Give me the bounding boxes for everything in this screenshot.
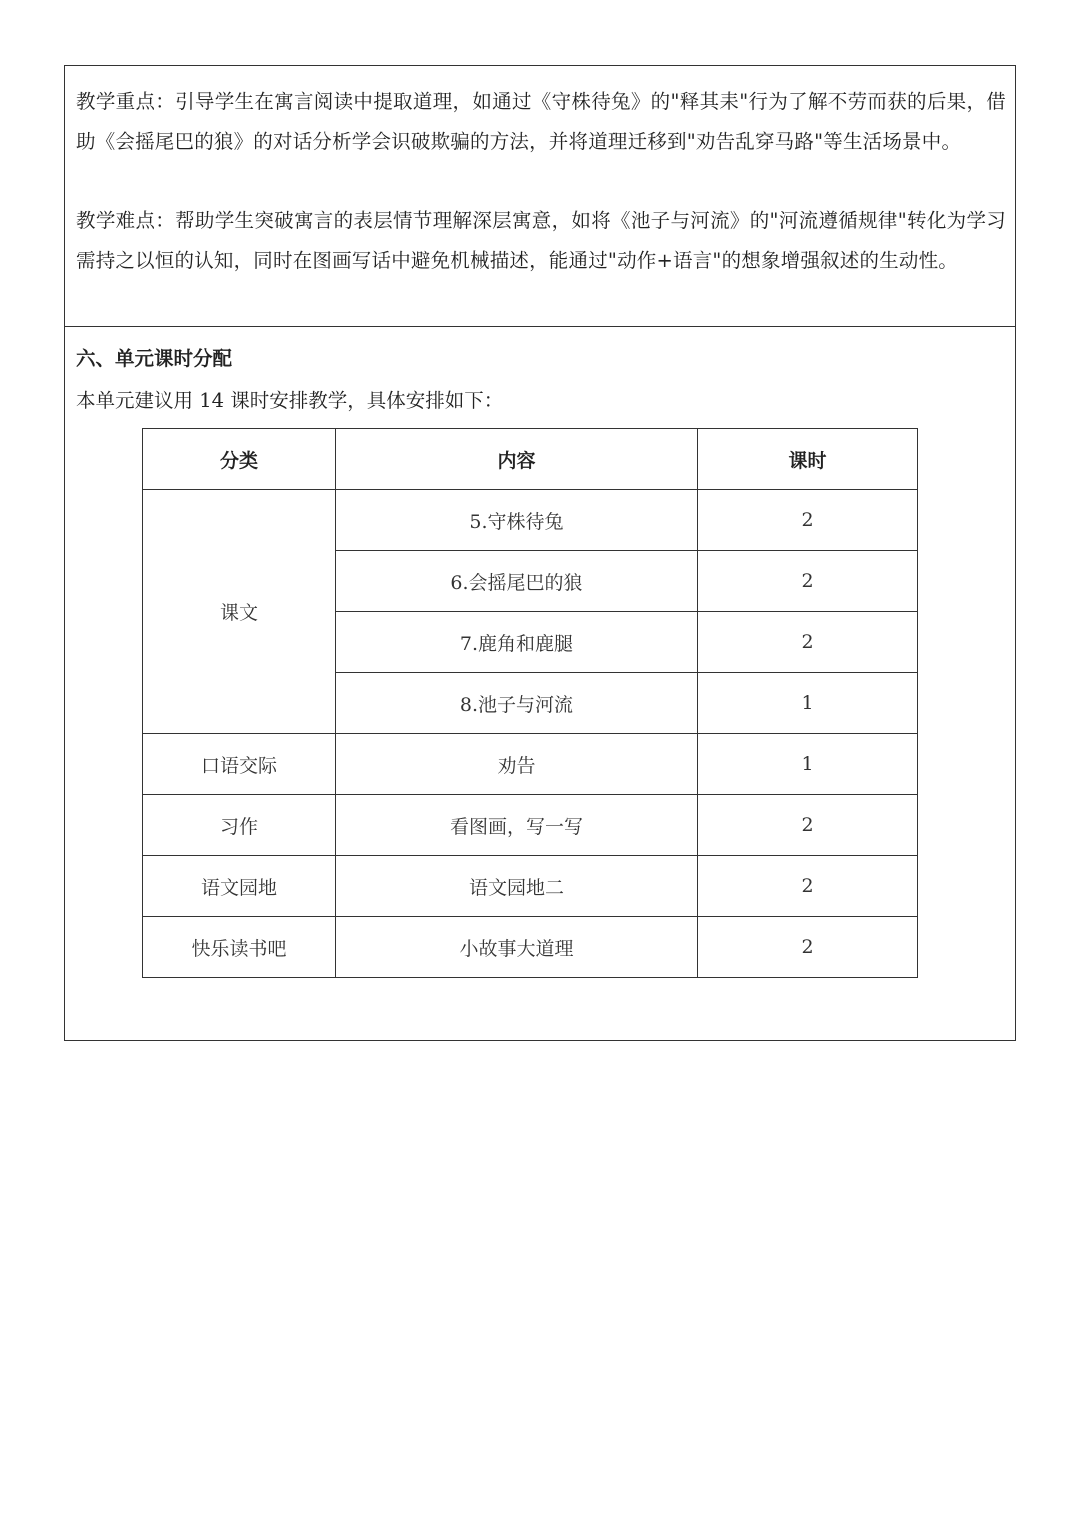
content-cell: 语文园地二 (336, 856, 698, 917)
table-row (143, 856, 918, 917)
content-cell: 7.鹿角和鹿腿 (336, 612, 698, 673)
content-cell: 小故事大道理 (336, 917, 698, 978)
hours-cell: 2 (698, 490, 918, 551)
hours-cell: 1 (698, 734, 918, 795)
hours-cell: 2 (698, 612, 918, 673)
hours-cell: 2 (698, 795, 918, 856)
table-row (143, 490, 918, 551)
category-cell: 快乐读书吧 (143, 917, 336, 978)
header-content: 内容 (336, 429, 698, 490)
teaching-points-section (65, 66, 1015, 327)
table-header-row (143, 429, 918, 490)
category-cell: 习作 (143, 795, 336, 856)
table-row (143, 795, 918, 856)
content-cell: 6.会摇尾巴的狼 (336, 551, 698, 612)
content-cell: 劝告 (336, 734, 698, 795)
category-cell: 口语交际 (143, 734, 336, 795)
hours-cell: 2 (698, 551, 918, 612)
lesson-allocation-table (142, 428, 918, 978)
header-hours: 课时 (698, 429, 918, 490)
header-category: 分类 (143, 429, 336, 490)
hours-cell: 2 (698, 917, 918, 978)
content-cell: 看图画，写一写 (336, 795, 698, 856)
teaching-difficulty-paragraph: 教学难点：帮助学生突破寓言的表层情节理解深层寓意，如将《池子与河流》的"河流遵循规律"转化为学习需持之以恒的认知，同时在图画写话中避免机械描述，能通过"动作+语言"的想象增强叙述的生动性。 (76, 209, 1006, 272)
hours-cell: 1 (698, 673, 918, 734)
intro-text: 本单元建议用 14 课时安排教学，具体安排如下： (76, 389, 504, 412)
category-cell: 语文园地 (143, 856, 336, 917)
document-frame (64, 65, 1016, 1041)
teaching-focus-paragraph: 教学重点：引导学生在寓言阅读中提取道理，如通过《守株待兔》的"释其耒"行为了解不劳而获的后果，借助《会摇尾巴的狼》的对话分析学会识破欺骗的方法，并将道理迁移到"劝告乱穿马路"等生活场景中。 (76, 90, 1006, 153)
table-row (143, 734, 918, 795)
section-heading: 六、单元课时分配 (76, 347, 233, 370)
hours-cell: 2 (698, 856, 918, 917)
table-row (143, 917, 918, 978)
content-cell: 8.池子与河流 (336, 673, 698, 734)
content-cell: 5.守株待兔 (336, 490, 698, 551)
category-cell: 课文 (143, 490, 336, 734)
